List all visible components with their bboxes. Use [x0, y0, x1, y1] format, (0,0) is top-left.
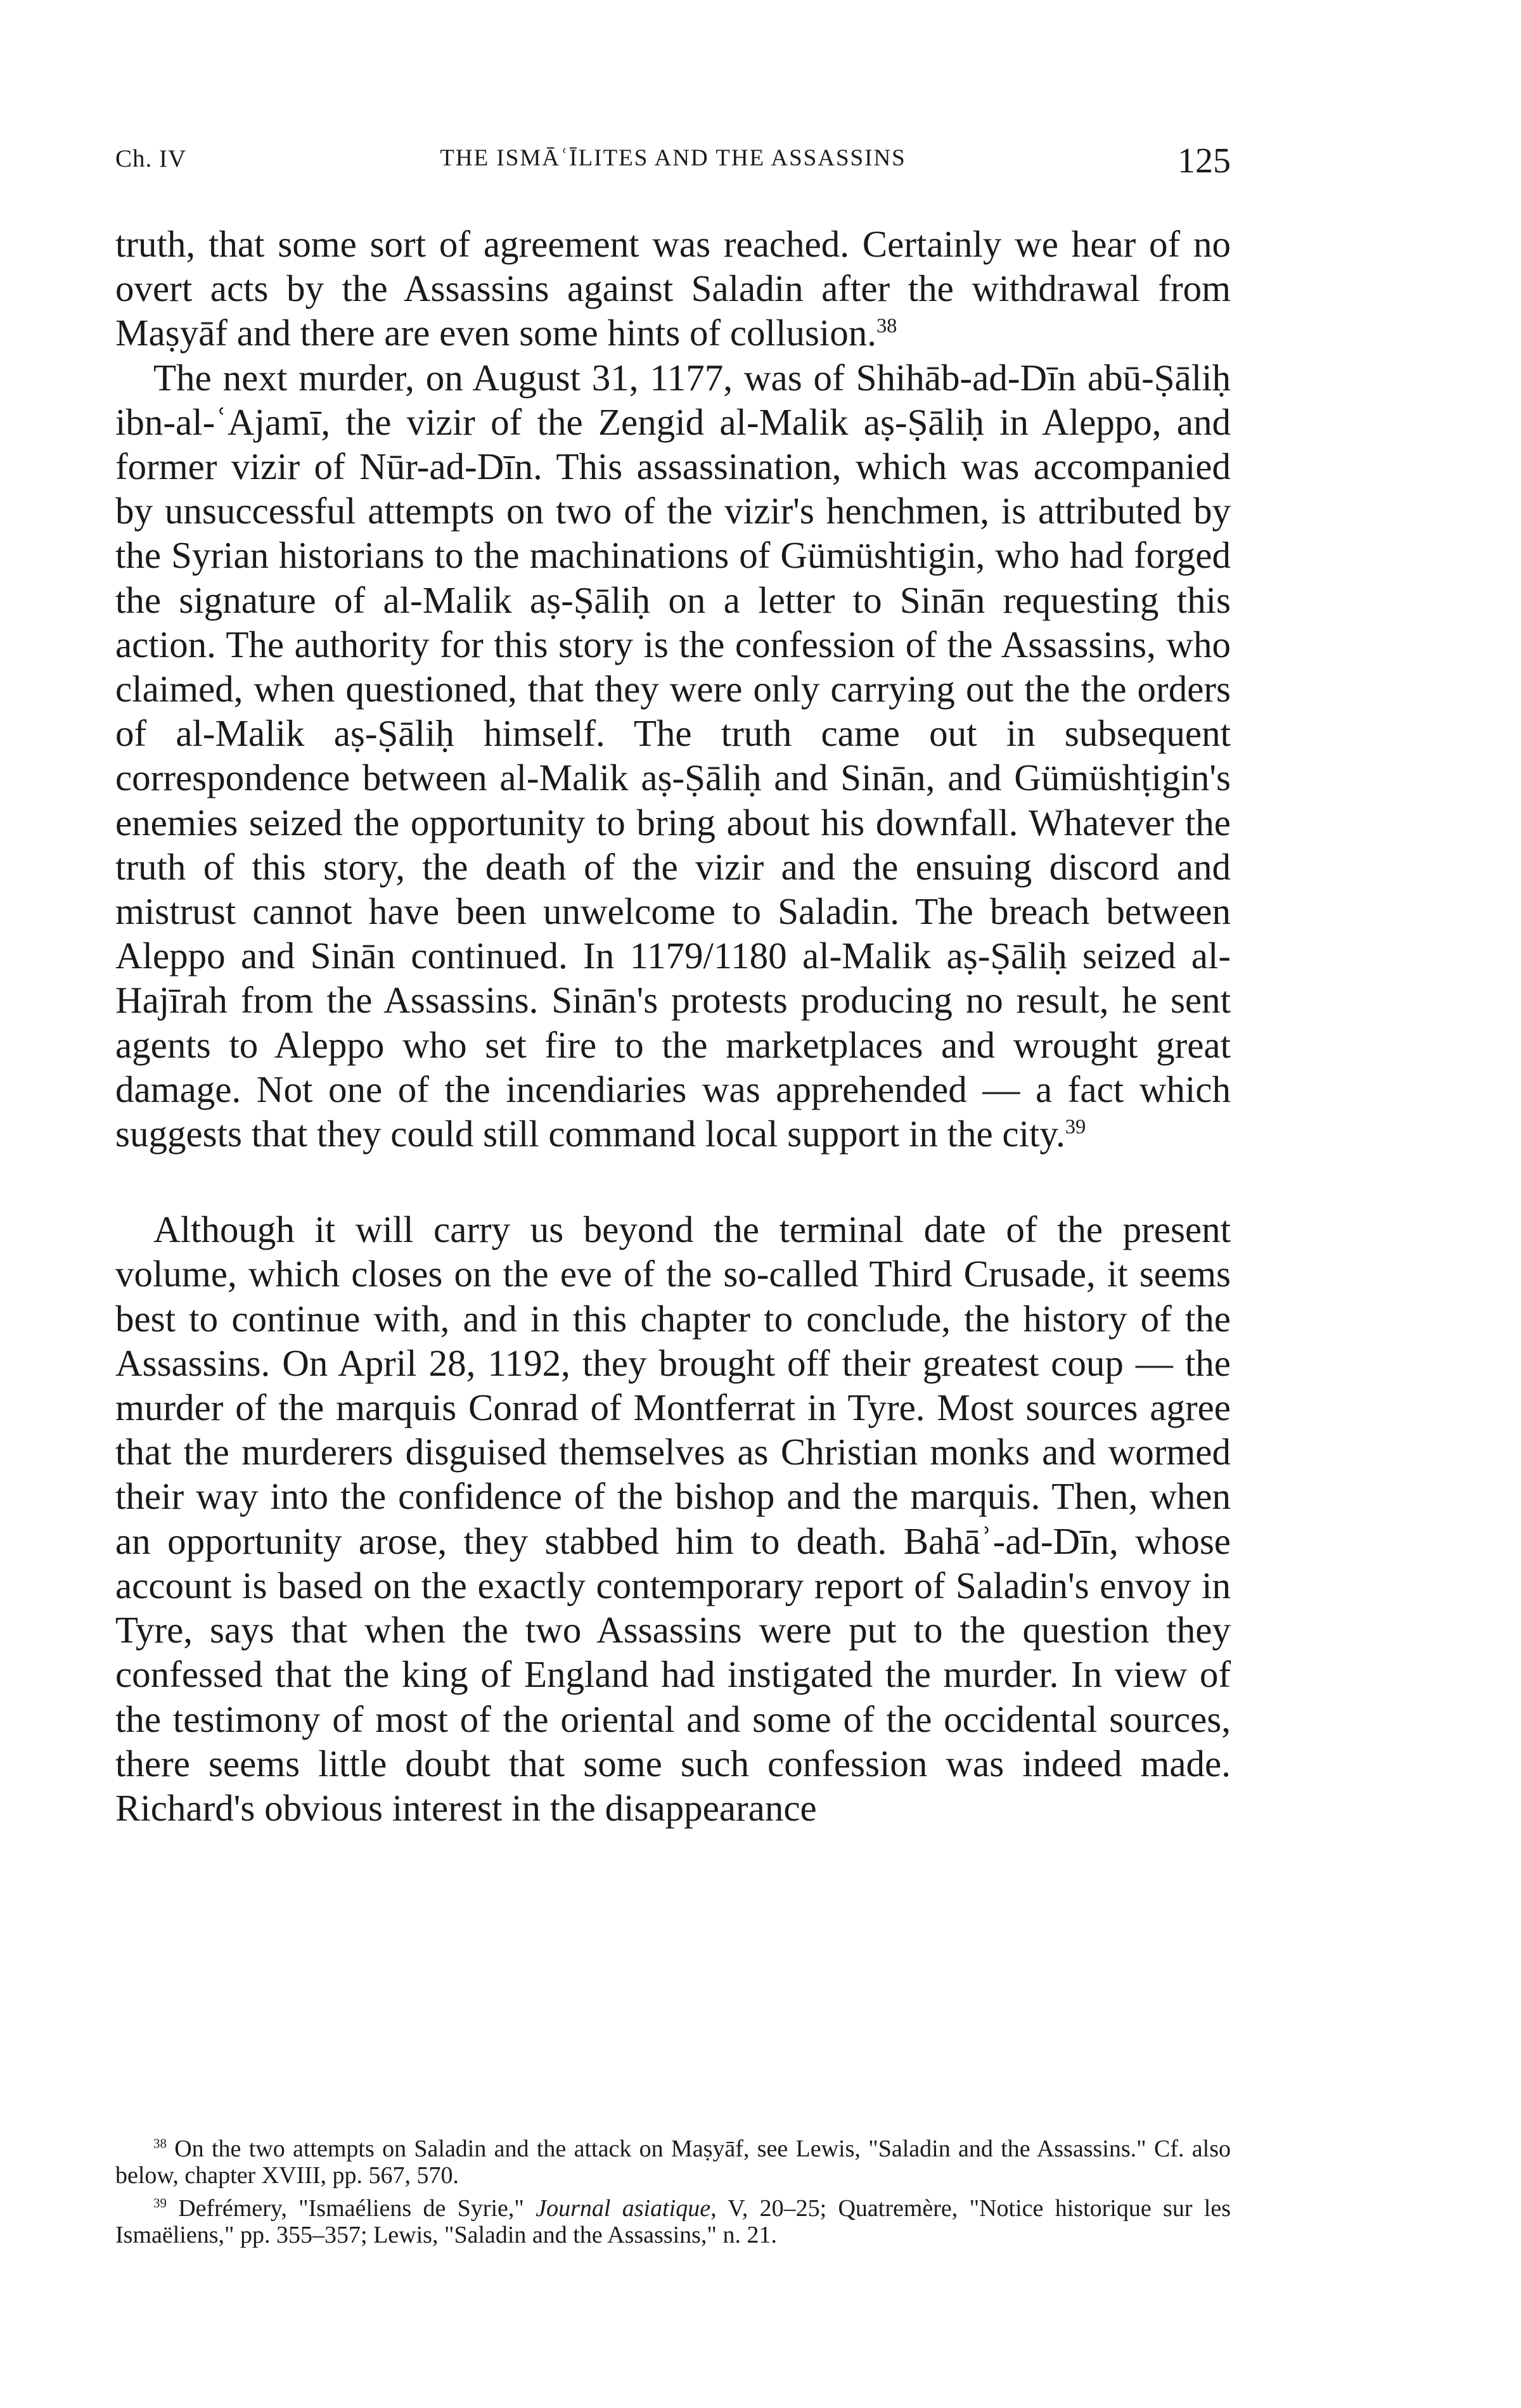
paragraph-continued	[115, 222, 1231, 355]
journal-title: Journal asiatique	[536, 2195, 711, 2222]
footnote-ref: 38	[876, 314, 897, 338]
paragraph-text: Although it will carry us beyond the terminal date of the present volume, which closes on the eve of the so-called Third Crusade, it seems best to continue with, and in this chapter to conclude, the history of the Assassins. On April 28, 1192, they brought off their greatest coup — the murder of the marquis Conrad of Montferrat in Tyre. Most sources agree that the murderers disguised themselves as Christian monks and wormed their way into the confidence of the bishop and the marquis. Then, when an opportunity arose, they stabbed him to death. Bahāʾ-ad-Dīn, whose account is based on the exactly contemporary report of Saladin's envoy in Tyre, says that when the two Assassins were put to the question they confessed that the king of England had instigated the murder. In view of the testimony of most of the oriental and some of the occidental sources, there seems little doubt that some such confession was indeed made. Richard's obvious interest in the disappearance	[115, 1208, 1231, 1829]
footnote-text: , V, 20–25; Quatremère, "Notice historique sur les Ismaëliens," pp. 355–357; Lewis, "Saladin and the Assassins," n. 21.	[115, 2195, 1231, 2248]
main-text	[115, 222, 1231, 1830]
footnote-number: 38	[153, 2136, 167, 2151]
footnote-39	[115, 2195, 1231, 2248]
paragraph-text: truth, that some sort of agreement was reached. Certainly we hear of no overt acts by the Assassins against Saladin after the withdrawal from Maṣyāf and there are even some hints of collusion.	[115, 223, 1231, 354]
paragraph	[115, 1207, 1231, 1830]
running-title: THE ISMĀʿĪLITES AND THE ASSASSINS	[440, 145, 906, 171]
footnote-38	[115, 2136, 1231, 2189]
footnote-ref: 39	[1065, 1115, 1086, 1139]
footnote-text: On the two attempts on Saladin and the attack on Maṣyāf, see Lewis, "Saladin and the Assassins." Cf. also below, chapter XVIII, pp. 567, 570.	[115, 2136, 1231, 2189]
paragraph	[115, 355, 1231, 1156]
running-head	[115, 141, 1231, 183]
paragraph-text: The next murder, on August 31, 1177, was of Shihāb-ad-Dīn abū-Ṣāliḥ ibn-al-ʿAjamī, the vizir of the Zengid al-Malik aṣ-Ṣāliḥ in Aleppo, and former vizir of Nūr-ad-Dīn. This assassination, which was accompanied by unsuccessful attempts on two of the vizir's henchmen, is attributed by the Syrian historians to the machinations of Gümüshtigin, who had forged the signature of al-Malik aṣ-Ṣāliḥ on a letter to Sinān requesting this action. The authority for this story is the confession of the Assassins, who claimed, when questioned, that they were only carrying out the the orders of al-Malik aṣ-Ṣāliḥ himself. The truth came out in subsequent correspondence between al-Malik aṣ-Ṣāliḥ and Sinān, and Gümüshṭigin's enemies seized the opportunity to bring about his downfall. Whatever the truth of this story, the death of the vizir and the ensuing discord and mistrust cannot have been unwelcome to Saladin. The breach between Aleppo and Sinān continued. In 1179/1180 al-Malik aṣ-Ṣāliḥ seized al-Hajīrah from the Assassins. Sinān's protests producing no result, he sent agents to Aleppo who set fire to the marketplaces and wrought great damage. Not one of the incendiaries was apprehended — a fact which suggests that they could still command local support in the city.	[115, 356, 1231, 1155]
page-number: 125	[1178, 141, 1231, 181]
footnote-number: 39	[153, 2195, 167, 2211]
section-break	[115, 1156, 1231, 1207]
footnote-text: Defrémery, "Ismaéliens de Syrie,"	[178, 2195, 536, 2222]
footnotes	[115, 2136, 1231, 2255]
chapter-label: Ch. IV	[115, 145, 187, 172]
